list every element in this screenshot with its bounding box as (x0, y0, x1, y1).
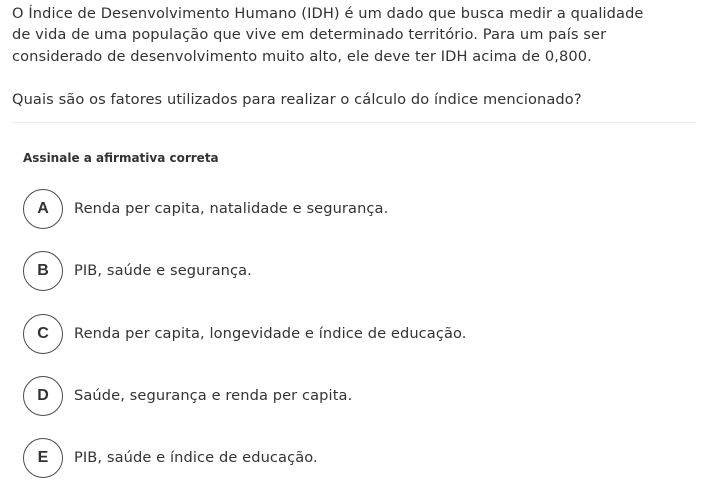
option-d[interactable] (23, 375, 352, 416)
option-e-text[interactable]: PIB, saúde e índice de educação. (74, 449, 318, 466)
option-c-text[interactable]: Renda per capita, longevidade e índice de educação. (74, 325, 467, 342)
option-a-text[interactable]: Renda per capita, natalidade e segurança. (74, 200, 389, 217)
option-c[interactable] (23, 313, 467, 354)
question-statement (12, 3, 702, 110)
option-d-text[interactable]: Saúde, segurança e renda per capita. (74, 387, 353, 404)
question-line-1: O Índice de Desenvolvimento Humano (IDH) é um dado que busca medir a qualidade (12, 5, 644, 22)
option-a[interactable] (23, 188, 388, 229)
option-b-letter[interactable]: B (23, 251, 63, 291)
option-d-letter[interactable]: D (23, 376, 63, 416)
question-line-3: considerado de desenvolvimento muito alto, ele deve ter IDH acima de 0,800. (12, 47, 592, 65)
option-e-letter[interactable]: E (23, 438, 63, 478)
option-b-text[interactable]: PIB, saúde e segurança. (74, 262, 252, 279)
option-c-letter[interactable]: C (23, 314, 63, 354)
question-line-2: de vida de uma população que vive em determinado território. Para um país ser (12, 26, 607, 44)
answer-instruction: Assinale a afirmativa correta (23, 151, 219, 165)
option-a-letter[interactable]: A (23, 189, 63, 229)
option-b[interactable] (23, 250, 252, 291)
question-prompt: Quais são os fatores utilizados para realizar o cálculo do índice mencionado? (12, 90, 582, 108)
divider (12, 122, 696, 123)
option-e[interactable] (23, 437, 318, 478)
